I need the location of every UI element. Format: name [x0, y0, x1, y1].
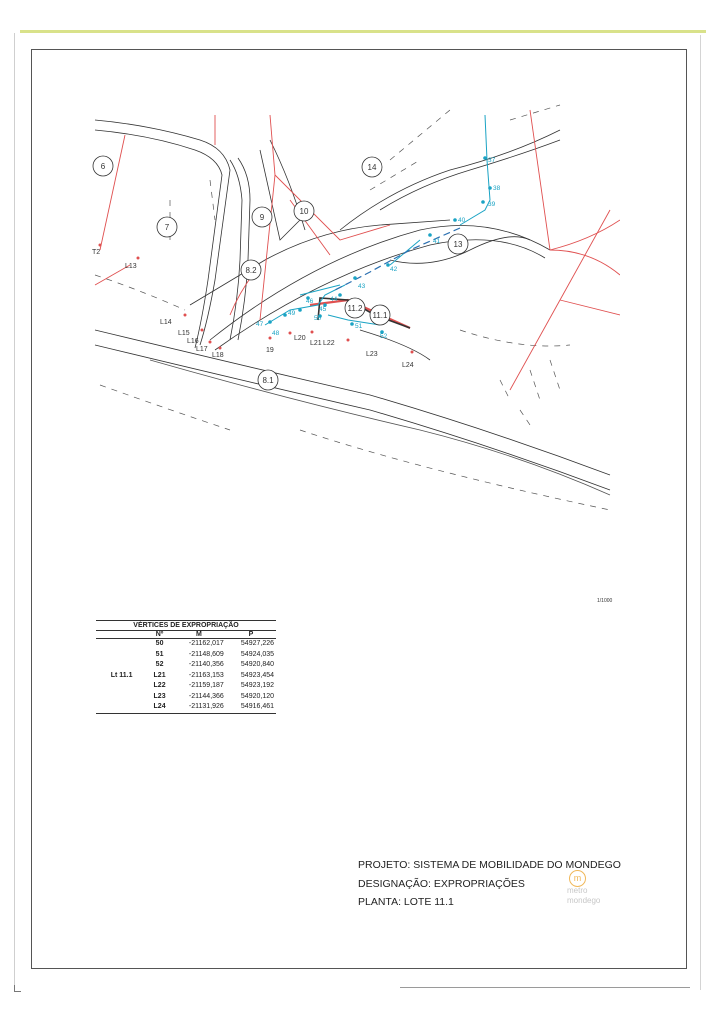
table-row: 51 -21148,609 54924,035: [155, 650, 274, 658]
parcel-label: 10: [299, 207, 309, 216]
parcel-label: 8.2: [245, 266, 257, 275]
vertices-table: [96, 620, 276, 714]
vertex-label: 44: [330, 296, 338, 303]
vertex-label: 37: [488, 157, 496, 164]
plan-line: PLANTA: LOTE 11.1: [358, 896, 454, 908]
vertex-label: L14: [160, 319, 172, 326]
vertex-label: 19: [266, 347, 274, 354]
scale-label: 1/1000: [597, 598, 613, 604]
vertex-label: 48: [272, 330, 280, 337]
vertex-label: 41: [433, 238, 441, 245]
parcel-label: 8.1: [262, 376, 274, 385]
parcel-label: 14: [367, 163, 377, 172]
vertex-label: L21: [310, 340, 322, 347]
table-row: 50 -21162,017 54927,226: [155, 640, 274, 647]
header-m: M: [172, 631, 226, 639]
designation-line: DESIGNAÇÃO: EXPROPRIAÇÕES: [358, 877, 525, 890]
table-row: L24 -21131,926 54916,461: [96, 702, 276, 713]
logo-mark-icon: m: [569, 870, 586, 887]
corner-mark: [14, 985, 21, 992]
scan-edge-bottom: [400, 987, 690, 988]
parcel-label: 11.2: [347, 304, 363, 313]
parcel-label: 13: [453, 240, 463, 249]
table-header-row: [96, 631, 276, 639]
vertex-label: 38: [493, 185, 501, 192]
vertex-label: L18: [212, 352, 224, 359]
expropriation-map: [90, 100, 620, 520]
header-n: Nº: [147, 631, 172, 639]
vertex-label: L20: [294, 335, 306, 342]
vertex-label: L13: [125, 263, 137, 270]
parcel-label: 7: [164, 223, 170, 232]
vertex-label: 52: [380, 333, 388, 340]
vertex-label: 40: [458, 217, 466, 224]
vertex-label: L23: [366, 351, 378, 358]
vertex-label: 51: [355, 323, 363, 330]
vertex-label: L24: [402, 362, 414, 369]
table-row: L22 -21159,187 54923,192: [153, 682, 274, 689]
vertex-label: 50: [314, 315, 322, 322]
vertex-label: 45: [319, 306, 327, 313]
parcel-label: 9: [259, 213, 265, 222]
vertex-label: 46: [306, 298, 314, 305]
vertex-label: L22: [323, 340, 335, 347]
header-p: P: [226, 631, 276, 639]
vertex-label: L16: [187, 338, 199, 345]
vertex-label: T2: [92, 249, 101, 256]
table-row: L23 -21144,366 54920,120: [153, 692, 274, 700]
scan-edge-right: [700, 35, 701, 990]
vertex-label: 42: [390, 266, 398, 273]
metro-mondego-logo: [563, 870, 623, 910]
vertex-label: 39: [488, 201, 496, 208]
table-row: 52 -21140,356 54920,840: [155, 661, 274, 668]
vertex-label: 49: [288, 310, 296, 317]
table-row: Lt 11.1 L21 -21163,153 54923,454: [96, 671, 276, 682]
logo-text: metro: [567, 886, 588, 895]
vertex-label: 43: [358, 283, 366, 290]
table-title: VÉRTICES DE EXPROPRIAÇÃO: [96, 620, 276, 631]
logo-text: mondego: [567, 896, 601, 905]
vertex-label: L15: [178, 330, 190, 337]
scan-edge-top: [20, 30, 706, 33]
parcel-label: 6: [100, 162, 106, 171]
vertex-label: L17: [196, 346, 208, 353]
project-line: PROJETO: SISTEMA DE MOBILIDADE DO MONDEGO: [358, 859, 621, 871]
lot-label: Lt 11.1: [110, 671, 133, 679]
vertex-label: 47: [256, 321, 264, 328]
parcel-label: 11.1: [372, 311, 388, 320]
scan-edge-left: [14, 33, 15, 988]
